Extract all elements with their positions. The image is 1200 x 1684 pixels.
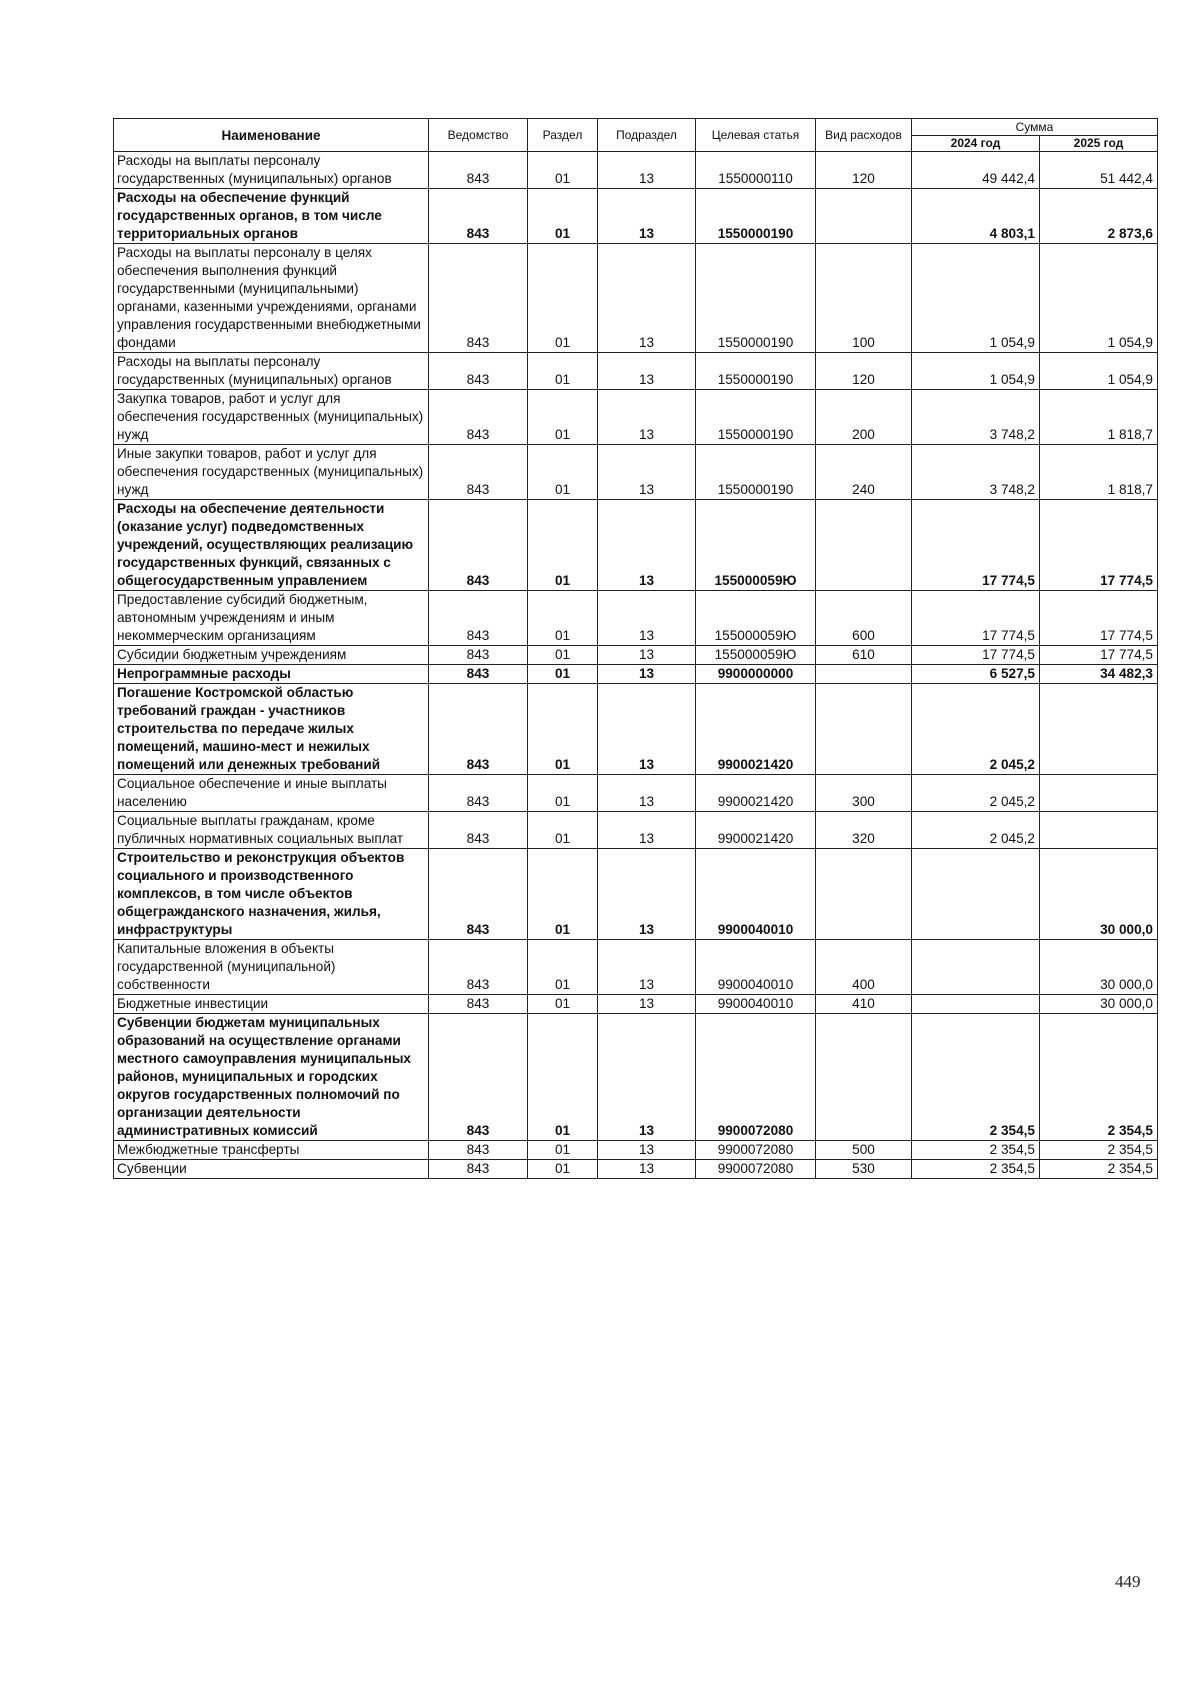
cell-dept: 843 <box>429 775 528 812</box>
cell-section: 01 <box>528 940 598 995</box>
cell-dept: 843 <box>429 995 528 1014</box>
cell-section: 01 <box>528 244 598 353</box>
cell-section: 01 <box>528 665 598 684</box>
cell-section: 01 <box>528 812 598 849</box>
cell-subsection: 13 <box>598 500 696 591</box>
cell-name: Непрограммные расходы <box>114 665 429 684</box>
cell-section: 01 <box>528 1160 598 1179</box>
cell-section: 01 <box>528 1141 598 1160</box>
table-row <box>114 1160 1158 1179</box>
cell-sum-2025: 34 482,3 <box>1040 665 1158 684</box>
cell-name: Расходы на обеспечение функций государственных органов, в том числе территориальных органов <box>114 189 429 244</box>
table-row <box>114 995 1158 1014</box>
cell-subsection: 13 <box>598 189 696 244</box>
cell-section: 01 <box>528 995 598 1014</box>
table-row <box>114 500 1158 591</box>
cell-sum-2024 <box>912 849 1040 940</box>
header-exp-type: Вид расходов <box>816 119 912 152</box>
cell-sum-2024: 2 354,5 <box>912 1141 1040 1160</box>
header-dept: Ведомство <box>429 119 528 152</box>
cell-target: 1550000190 <box>696 353 816 390</box>
cell-target: 9900000000 <box>696 665 816 684</box>
table-row <box>114 775 1158 812</box>
cell-target: 1550000190 <box>696 445 816 500</box>
cell-exp-type <box>816 684 912 775</box>
cell-exp-type: 320 <box>816 812 912 849</box>
cell-subsection: 13 <box>598 849 696 940</box>
cell-sum-2025 <box>1040 775 1158 812</box>
cell-target: 9900040010 <box>696 940 816 995</box>
cell-sum-2025: 17 774,5 <box>1040 646 1158 665</box>
cell-section: 01 <box>528 189 598 244</box>
cell-dept: 843 <box>429 646 528 665</box>
cell-subsection: 13 <box>598 940 696 995</box>
cell-section: 01 <box>528 684 598 775</box>
cell-exp-type: 410 <box>816 995 912 1014</box>
cell-sum-2024: 49 442,4 <box>912 152 1040 189</box>
cell-name: Расходы на выплаты персоналу государственных (муниципальных) органов <box>114 353 429 390</box>
cell-section: 01 <box>528 1014 598 1141</box>
cell-section: 01 <box>528 500 598 591</box>
cell-exp-type: 120 <box>816 353 912 390</box>
header-year-2024: 2024 год <box>912 136 1040 152</box>
cell-sum-2025: 1 818,7 <box>1040 445 1158 500</box>
cell-sum-2024 <box>912 995 1040 1014</box>
cell-dept: 843 <box>429 244 528 353</box>
cell-subsection: 13 <box>598 1141 696 1160</box>
cell-name: Социальные выплаты гражданам, кроме публичных нормативных социальных выплат <box>114 812 429 849</box>
cell-sum-2025: 2 354,5 <box>1040 1160 1158 1179</box>
cell-sum-2025: 17 774,5 <box>1040 500 1158 591</box>
cell-name: Социальное обеспечение и иные выплаты населению <box>114 775 429 812</box>
cell-dept: 843 <box>429 812 528 849</box>
cell-exp-type: 400 <box>816 940 912 995</box>
cell-name: Бюджетные инвестиции <box>114 995 429 1014</box>
cell-target: 9900072080 <box>696 1160 816 1179</box>
table-row <box>114 646 1158 665</box>
cell-dept: 843 <box>429 445 528 500</box>
cell-target: 1550000190 <box>696 244 816 353</box>
cell-dept: 843 <box>429 849 528 940</box>
table-row <box>114 849 1158 940</box>
header-subsection: Подраздел <box>598 119 696 152</box>
cell-sum-2024: 1 054,9 <box>912 244 1040 353</box>
budget-table <box>113 118 1158 1179</box>
cell-exp-type: 200 <box>816 390 912 445</box>
table-row <box>114 353 1158 390</box>
cell-dept: 843 <box>429 1160 528 1179</box>
cell-target: 1550000110 <box>696 152 816 189</box>
cell-name: Субвенции <box>114 1160 429 1179</box>
cell-name: Межбюджетные трансферты <box>114 1141 429 1160</box>
cell-sum-2024: 2 354,5 <box>912 1160 1040 1179</box>
table-row <box>114 812 1158 849</box>
cell-exp-type: 240 <box>816 445 912 500</box>
cell-name: Погашение Костромской областью требований граждан - участников строительства по передаче жилых помещений, машино-мест и нежилых помещений или денежных требований <box>114 684 429 775</box>
cell-section: 01 <box>528 591 598 646</box>
cell-target: 1550000190 <box>696 390 816 445</box>
cell-subsection: 13 <box>598 1160 696 1179</box>
cell-target: 9900040010 <box>696 849 816 940</box>
header-name: Наименование <box>114 119 429 152</box>
cell-exp-type <box>816 849 912 940</box>
cell-sum-2024: 17 774,5 <box>912 591 1040 646</box>
cell-exp-type: 100 <box>816 244 912 353</box>
header-year-2025: 2025 год <box>1040 136 1158 152</box>
cell-subsection: 13 <box>598 445 696 500</box>
cell-exp-type <box>816 665 912 684</box>
cell-name: Предоставление субсидий бюджетным, автономным учреждениям и иным некоммерческим организациям <box>114 591 429 646</box>
cell-name: Субсидии бюджетным учреждениям <box>114 646 429 665</box>
cell-target: 9900072080 <box>696 1014 816 1141</box>
cell-dept: 843 <box>429 152 528 189</box>
cell-exp-type <box>816 500 912 591</box>
table-header <box>114 119 1158 152</box>
cell-dept: 843 <box>429 189 528 244</box>
table-row <box>114 445 1158 500</box>
cell-sum-2024 <box>912 940 1040 995</box>
cell-sum-2024: 2 354,5 <box>912 1014 1040 1141</box>
header-section: Раздел <box>528 119 598 152</box>
cell-target: 9900021420 <box>696 812 816 849</box>
cell-sum-2024: 4 803,1 <box>912 189 1040 244</box>
cell-subsection: 13 <box>598 995 696 1014</box>
cell-sum-2025: 17 774,5 <box>1040 591 1158 646</box>
cell-exp-type: 600 <box>816 591 912 646</box>
cell-section: 01 <box>528 849 598 940</box>
cell-exp-type <box>816 189 912 244</box>
header-target: Целевая статья <box>696 119 816 152</box>
cell-sum-2025 <box>1040 812 1158 849</box>
table-row <box>114 390 1158 445</box>
table-row <box>114 591 1158 646</box>
cell-sum-2024: 2 045,2 <box>912 812 1040 849</box>
cell-subsection: 13 <box>598 665 696 684</box>
cell-name: Капитальные вложения в объекты государственной (муниципальной) собственности <box>114 940 429 995</box>
cell-target: 9900072080 <box>696 1141 816 1160</box>
cell-section: 01 <box>528 152 598 189</box>
cell-name: Расходы на выплаты персоналу в целях обеспечения выполнения функций государственными (муниципальными) органами, казенными учреждениями, органами управления государственными внебюджетными фондами <box>114 244 429 353</box>
cell-sum-2024: 3 748,2 <box>912 390 1040 445</box>
table-row <box>114 152 1158 189</box>
cell-exp-type: 610 <box>816 646 912 665</box>
cell-sum-2025: 30 000,0 <box>1040 940 1158 995</box>
cell-subsection: 13 <box>598 152 696 189</box>
cell-subsection: 13 <box>598 1014 696 1141</box>
cell-subsection: 13 <box>598 353 696 390</box>
cell-sum-2024: 2 045,2 <box>912 775 1040 812</box>
cell-exp-type: 120 <box>816 152 912 189</box>
cell-sum-2025: 2 873,6 <box>1040 189 1158 244</box>
cell-section: 01 <box>528 775 598 812</box>
cell-target: 9900040010 <box>696 995 816 1014</box>
cell-subsection: 13 <box>598 591 696 646</box>
cell-sum-2024: 6 527,5 <box>912 665 1040 684</box>
cell-sum-2025: 30 000,0 <box>1040 849 1158 940</box>
cell-dept: 843 <box>429 1014 528 1141</box>
cell-section: 01 <box>528 353 598 390</box>
cell-subsection: 13 <box>598 390 696 445</box>
table-row <box>114 1014 1158 1141</box>
cell-dept: 843 <box>429 665 528 684</box>
cell-name: Строительство и реконструкция объектов социального и производственного комплексов, в том числе объектов общегражданского назначения, жилья, инфраструктуры <box>114 849 429 940</box>
cell-name: Расходы на выплаты персоналу государственных (муниципальных) органов <box>114 152 429 189</box>
page-number: 449 <box>1115 1572 1141 1591</box>
cell-target: 155000059Ю <box>696 591 816 646</box>
header-sum: Сумма <box>912 119 1158 136</box>
cell-subsection: 13 <box>598 775 696 812</box>
table-row <box>114 189 1158 244</box>
cell-sum-2025: 2 354,5 <box>1040 1141 1158 1160</box>
cell-sum-2024: 2 045,2 <box>912 684 1040 775</box>
cell-subsection: 13 <box>598 646 696 665</box>
cell-sum-2025: 30 000,0 <box>1040 995 1158 1014</box>
cell-target: 155000059Ю <box>696 500 816 591</box>
cell-sum-2024: 3 748,2 <box>912 445 1040 500</box>
cell-dept: 843 <box>429 940 528 995</box>
cell-section: 01 <box>528 390 598 445</box>
cell-sum-2024: 1 054,9 <box>912 353 1040 390</box>
cell-sum-2025: 51 442,4 <box>1040 152 1158 189</box>
cell-subsection: 13 <box>598 244 696 353</box>
cell-section: 01 <box>528 646 598 665</box>
cell-target: 1550000190 <box>696 189 816 244</box>
cell-target: 155000059Ю <box>696 646 816 665</box>
cell-dept: 843 <box>429 500 528 591</box>
cell-dept: 843 <box>429 1141 528 1160</box>
cell-subsection: 13 <box>598 684 696 775</box>
cell-dept: 843 <box>429 353 528 390</box>
table-body <box>114 152 1158 1179</box>
cell-exp-type: 530 <box>816 1160 912 1179</box>
cell-sum-2024: 17 774,5 <box>912 646 1040 665</box>
cell-subsection: 13 <box>598 812 696 849</box>
cell-sum-2025: 1 818,7 <box>1040 390 1158 445</box>
cell-sum-2025: 2 354,5 <box>1040 1014 1158 1141</box>
cell-dept: 843 <box>429 591 528 646</box>
cell-name: Субвенции бюджетам муниципальных образований на осуществление органами местного самоуправления муниципальных районов, муниципальных и городских округов государственных полномочий по организации деятельности административных комиссий <box>114 1014 429 1141</box>
cell-target: 9900021420 <box>696 684 816 775</box>
cell-dept: 843 <box>429 684 528 775</box>
cell-target: 9900021420 <box>696 775 816 812</box>
cell-section: 01 <box>528 445 598 500</box>
cell-dept: 843 <box>429 390 528 445</box>
cell-exp-type <box>816 1014 912 1141</box>
table-row <box>114 244 1158 353</box>
cell-name: Иные закупки товаров, работ и услуг для обеспечения государственных (муниципальных) нужд <box>114 445 429 500</box>
table-row <box>114 1141 1158 1160</box>
cell-sum-2024: 17 774,5 <box>912 500 1040 591</box>
cell-sum-2025: 1 054,9 <box>1040 353 1158 390</box>
cell-exp-type: 500 <box>816 1141 912 1160</box>
cell-sum-2025 <box>1040 684 1158 775</box>
table-row <box>114 684 1158 775</box>
cell-sum-2025: 1 054,9 <box>1040 244 1158 353</box>
cell-name: Расходы на обеспечение деятельности (оказание услуг) подведомственных учреждений, осуществляющих реализацию государственных функций, связанных с общегосударственным управлением <box>114 500 429 591</box>
table-row <box>114 665 1158 684</box>
cell-exp-type: 300 <box>816 775 912 812</box>
table-row <box>114 940 1158 995</box>
cell-name: Закупка товаров, работ и услуг для обеспечения государственных (муниципальных) нужд <box>114 390 429 445</box>
